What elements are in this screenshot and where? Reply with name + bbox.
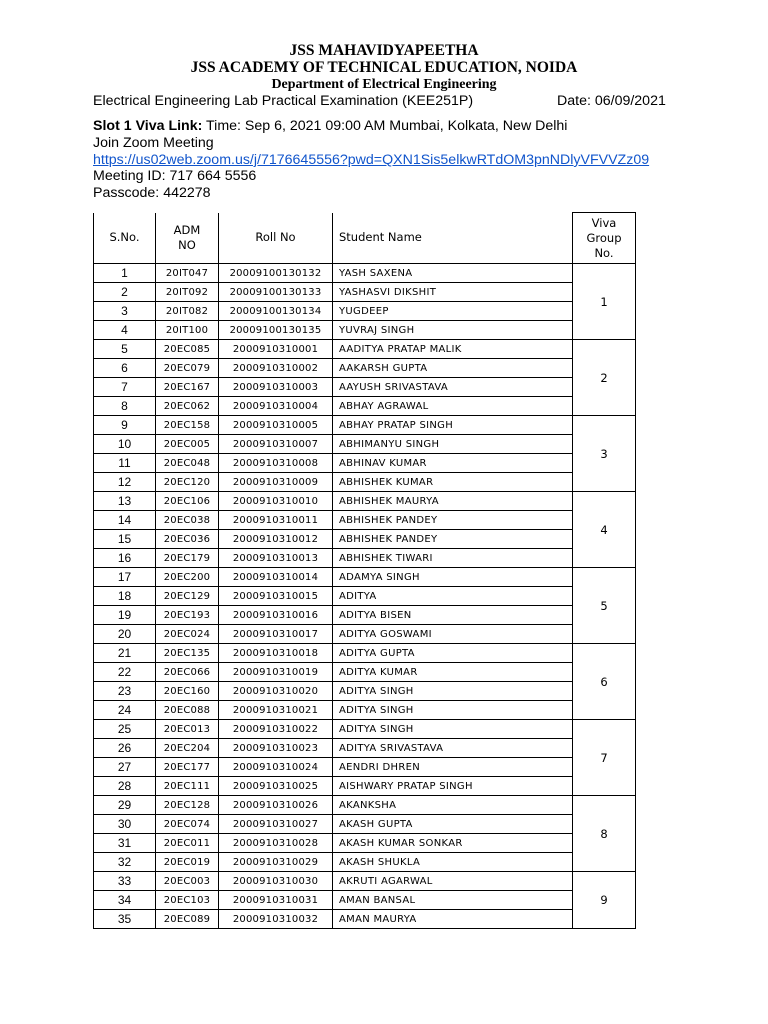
join-zoom-text: Join Zoom Meeting [93, 135, 214, 151]
viva-group-cell: 1 [573, 264, 636, 340]
roll-no-cell: 2000910310027 [219, 815, 333, 834]
student-name-cell: ADITYA [333, 587, 573, 606]
table-row [94, 530, 636, 549]
student-name-cell: ABHINAV KUMAR [333, 454, 573, 473]
adm-no-cell: 20EC200 [156, 568, 219, 587]
student-name-cell: YUVRAJ SINGH [333, 321, 573, 340]
table-row [94, 910, 636, 929]
table-row [94, 378, 636, 397]
sno-cell: 26 [94, 739, 156, 758]
student-name-cell: ADITYA SINGH [333, 720, 573, 739]
adm-no-cell: 20EC158 [156, 416, 219, 435]
meeting-passcode: Passcode: 442278 [93, 185, 211, 201]
roll-no-cell: 2000910310022 [219, 720, 333, 739]
sno-cell: 32 [94, 853, 156, 872]
sno-cell: 25 [94, 720, 156, 739]
table-row [94, 853, 636, 872]
student-name-cell: ADITYA BISEN [333, 606, 573, 625]
sno-cell: 5 [94, 340, 156, 359]
exam-title: Electrical Engineering Lab Practical Examination (KEE251P) [93, 93, 474, 109]
table-row [94, 701, 636, 720]
viva-group-cell: 7 [573, 720, 636, 796]
roll-no-cell: 2000910310013 [219, 549, 333, 568]
table-row [94, 568, 636, 587]
table-row [94, 834, 636, 853]
roll-no-cell: 2000910310015 [219, 587, 333, 606]
table-header-row [94, 213, 636, 264]
student-name-cell: AMAN BANSAL [333, 891, 573, 910]
student-name-cell: AAYUSH SRIVASTAVA [333, 378, 573, 397]
sno-cell: 24 [94, 701, 156, 720]
viva-group-cell: 2 [573, 340, 636, 416]
sno-cell: 30 [94, 815, 156, 834]
student-table [93, 212, 636, 929]
student-name-cell: ADAMYA SINGH [333, 568, 573, 587]
sno-cell: 35 [94, 910, 156, 929]
sno-cell: 22 [94, 663, 156, 682]
viva-time: Time: Sep 6, 2021 09:00 AM Mumbai, Kolkata, New Delhi [202, 118, 568, 134]
adm-no-cell: 20EC024 [156, 625, 219, 644]
sno-cell: 4 [94, 321, 156, 340]
table-row [94, 492, 636, 511]
adm-no-cell: 20EC111 [156, 777, 219, 796]
table-row [94, 340, 636, 359]
student-name-cell: AKANKSHA [333, 796, 573, 815]
table-row [94, 796, 636, 815]
adm-no-cell: 20EC167 [156, 378, 219, 397]
header-roll-no: Roll No [219, 213, 333, 264]
student-name-cell: ADITYA KUMAR [333, 663, 573, 682]
viva-group-cell: 8 [573, 796, 636, 872]
viva-group-cell: 9 [573, 872, 636, 929]
roll-no-cell: 2000910310021 [219, 701, 333, 720]
roll-no-cell: 20009100130132 [219, 264, 333, 283]
roll-no-cell: 2000910310029 [219, 853, 333, 872]
table-row [94, 606, 636, 625]
viva-group-cell: 4 [573, 492, 636, 568]
adm-no-cell: 20EC129 [156, 587, 219, 606]
sno-cell: 12 [94, 473, 156, 492]
adm-no-cell: 20EC120 [156, 473, 219, 492]
roll-no-cell: 2000910310032 [219, 910, 333, 929]
adm-no-cell: 20IT100 [156, 321, 219, 340]
roll-no-cell: 2000910310017 [219, 625, 333, 644]
student-name-cell: ADITYA SINGH [333, 701, 573, 720]
adm-no-cell: 20EC089 [156, 910, 219, 929]
viva-group-cell: 3 [573, 416, 636, 492]
student-name-cell: ADITYA GOSWAMI [333, 625, 573, 644]
adm-no-cell: 20EC079 [156, 359, 219, 378]
adm-no-cell: 20EC106 [156, 492, 219, 511]
student-name-cell: ABHISHEK KUMAR [333, 473, 573, 492]
student-name-cell: AADITYA PRATAP MALIK [333, 340, 573, 359]
student-name-cell: ABHISHEK MAURYA [333, 492, 573, 511]
sno-cell: 7 [94, 378, 156, 397]
table-row [94, 587, 636, 606]
roll-no-cell: 2000910310019 [219, 663, 333, 682]
roll-no-cell: 2000910310020 [219, 682, 333, 701]
table-row [94, 872, 636, 891]
adm-no-cell: 20EC048 [156, 454, 219, 473]
roll-no-cell: 2000910310023 [219, 739, 333, 758]
roll-no-cell: 2000910310009 [219, 473, 333, 492]
roll-no-cell: 2000910310028 [219, 834, 333, 853]
sno-cell: 3 [94, 302, 156, 321]
header-viva-group [573, 213, 636, 264]
institution-name: JSS MAHAVIDYAPEETHA [289, 42, 479, 59]
student-name-cell: YUGDEEP [333, 302, 573, 321]
header-group-line2: Group [586, 230, 622, 245]
student-name-cell: ADITYA SRIVASTAVA [333, 739, 573, 758]
adm-no-cell: 20EC062 [156, 397, 219, 416]
adm-no-cell: 20EC019 [156, 853, 219, 872]
student-name-cell: AKASH SHUKLA [333, 853, 573, 872]
student-name-cell: ABHIMANYU SINGH [333, 435, 573, 454]
table-row [94, 720, 636, 739]
sno-cell: 19 [94, 606, 156, 625]
table-row [94, 549, 636, 568]
header-group-line3: No. [594, 245, 614, 260]
sno-cell: 1 [94, 264, 156, 283]
table-row [94, 644, 636, 663]
student-name-cell: ADITYA SINGH [333, 682, 573, 701]
table-row [94, 682, 636, 701]
table-row [94, 663, 636, 682]
sno-cell: 13 [94, 492, 156, 511]
header-adm-line2: NO [178, 237, 196, 252]
roll-no-cell: 2000910310008 [219, 454, 333, 473]
student-name-cell: AKASH GUPTA [333, 815, 573, 834]
table-row [94, 625, 636, 644]
table-row [94, 511, 636, 530]
exam-date: Date: 06/09/2021 [557, 93, 666, 109]
table-row [94, 891, 636, 910]
student-name-cell: ABHAY PRATAP SINGH [333, 416, 573, 435]
sno-cell: 20 [94, 625, 156, 644]
adm-no-cell: 20EC177 [156, 758, 219, 777]
header-group-line1: Viva [591, 215, 617, 230]
student-name-cell: YASH SAXENA [333, 264, 573, 283]
adm-no-cell: 20IT082 [156, 302, 219, 321]
student-name-cell: ABHAY AGRAWAL [333, 397, 573, 416]
sno-cell: 10 [94, 435, 156, 454]
adm-no-cell: 20EC128 [156, 796, 219, 815]
roll-no-cell: 20009100130134 [219, 302, 333, 321]
header-student-name: Student Name [333, 213, 573, 264]
sno-cell: 9 [94, 416, 156, 435]
table-body [94, 264, 636, 929]
sno-cell: 8 [94, 397, 156, 416]
roll-no-cell: 2000910310012 [219, 530, 333, 549]
roll-no-cell: 2000910310011 [219, 511, 333, 530]
adm-no-cell: 20EC066 [156, 663, 219, 682]
header-adm-no [156, 213, 219, 264]
student-name-cell: ABHISHEK TIWARI [333, 549, 573, 568]
table-row [94, 758, 636, 777]
adm-no-cell: 20EC005 [156, 435, 219, 454]
table-row [94, 302, 636, 321]
adm-no-cell: 20EC003 [156, 872, 219, 891]
adm-no-cell: 20EC088 [156, 701, 219, 720]
table-row [94, 359, 636, 378]
roll-no-cell: 2000910310003 [219, 378, 333, 397]
table-row [94, 435, 636, 454]
roll-no-cell: 2000910310018 [219, 644, 333, 663]
roll-no-cell: 2000910310005 [219, 416, 333, 435]
header-adm-line1: ADM [173, 222, 201, 237]
roll-no-cell: 2000910310010 [219, 492, 333, 511]
student-name-cell: YASHASVI DIKSHIT [333, 283, 573, 302]
sno-cell: 15 [94, 530, 156, 549]
sno-cell: 31 [94, 834, 156, 853]
table-row [94, 416, 636, 435]
viva-slot-line [93, 118, 567, 134]
sno-cell: 18 [94, 587, 156, 606]
sno-cell: 27 [94, 758, 156, 777]
adm-no-cell: 20EC179 [156, 549, 219, 568]
table-row [94, 264, 636, 283]
table-row [94, 321, 636, 340]
roll-no-cell: 20009100130135 [219, 321, 333, 340]
sno-cell: 28 [94, 777, 156, 796]
sno-cell: 21 [94, 644, 156, 663]
sno-cell: 14 [94, 511, 156, 530]
table-row [94, 473, 636, 492]
student-name-cell: AKRUTI AGARWAL [333, 872, 573, 891]
roll-no-cell: 2000910310030 [219, 872, 333, 891]
roll-no-cell: 2000910310026 [219, 796, 333, 815]
student-name-cell: AKASH KUMAR SONKAR [333, 834, 573, 853]
adm-no-cell: 20EC103 [156, 891, 219, 910]
sno-cell: 11 [94, 454, 156, 473]
table-row [94, 283, 636, 302]
sno-cell: 2 [94, 283, 156, 302]
viva-slot-label: Slot 1 Viva Link: [93, 118, 203, 134]
adm-no-cell: 20EC074 [156, 815, 219, 834]
viva-group-cell: 6 [573, 644, 636, 720]
table-row [94, 815, 636, 834]
table-row [94, 397, 636, 416]
adm-no-cell: 20EC193 [156, 606, 219, 625]
table-row [94, 777, 636, 796]
roll-no-cell: 20009100130133 [219, 283, 333, 302]
adm-no-cell: 20EC036 [156, 530, 219, 549]
student-name-cell: AENDRI DHREN [333, 758, 573, 777]
roll-no-cell: 2000910310007 [219, 435, 333, 454]
adm-no-cell: 20EC204 [156, 739, 219, 758]
header-sno: S.No. [94, 213, 156, 264]
adm-no-cell: 20EC085 [156, 340, 219, 359]
roll-no-cell: 2000910310024 [219, 758, 333, 777]
academy-name: JSS ACADEMY OF TECHNICAL EDUCATION, NOIDA [190, 59, 578, 76]
zoom-meeting-link[interactable]: https://us02web.zoom.us/j/7176645556?pwd=QXN1Sis5elkwRTdOM3pnNDlyVFVVZz09 [93, 152, 650, 168]
student-name-cell: AISHWARY PRATAP SINGH [333, 777, 573, 796]
student-name-cell: ADITYA GUPTA [333, 644, 573, 663]
adm-no-cell: 20EC135 [156, 644, 219, 663]
student-name-cell: ABHISHEK PANDEY [333, 511, 573, 530]
table-row [94, 454, 636, 473]
adm-no-cell: 20EC011 [156, 834, 219, 853]
roll-no-cell: 2000910310014 [219, 568, 333, 587]
adm-no-cell: 20EC013 [156, 720, 219, 739]
roll-no-cell: 2000910310025 [219, 777, 333, 796]
sno-cell: 34 [94, 891, 156, 910]
student-name-cell: ABHISHEK PANDEY [333, 530, 573, 549]
meeting-id: Meeting ID: 717 664 5556 [93, 168, 257, 184]
sno-cell: 33 [94, 872, 156, 891]
student-name-cell: AMAN MAURYA [333, 910, 573, 929]
sno-cell: 6 [94, 359, 156, 378]
roll-no-cell: 2000910310004 [219, 397, 333, 416]
table-row [94, 739, 636, 758]
adm-no-cell: 20IT047 [156, 264, 219, 283]
adm-no-cell: 20EC160 [156, 682, 219, 701]
sno-cell: 23 [94, 682, 156, 701]
viva-group-cell: 5 [573, 568, 636, 644]
adm-no-cell: 20IT092 [156, 283, 219, 302]
roll-no-cell: 2000910310001 [219, 340, 333, 359]
adm-no-cell: 20EC038 [156, 511, 219, 530]
roll-no-cell: 2000910310031 [219, 891, 333, 910]
department-name: Department of Electrical Engineering [271, 77, 497, 92]
roll-no-cell: 2000910310016 [219, 606, 333, 625]
sno-cell: 17 [94, 568, 156, 587]
student-name-cell: AAKARSH GUPTA [333, 359, 573, 378]
roll-no-cell: 2000910310002 [219, 359, 333, 378]
sno-cell: 29 [94, 796, 156, 815]
sno-cell: 16 [94, 549, 156, 568]
